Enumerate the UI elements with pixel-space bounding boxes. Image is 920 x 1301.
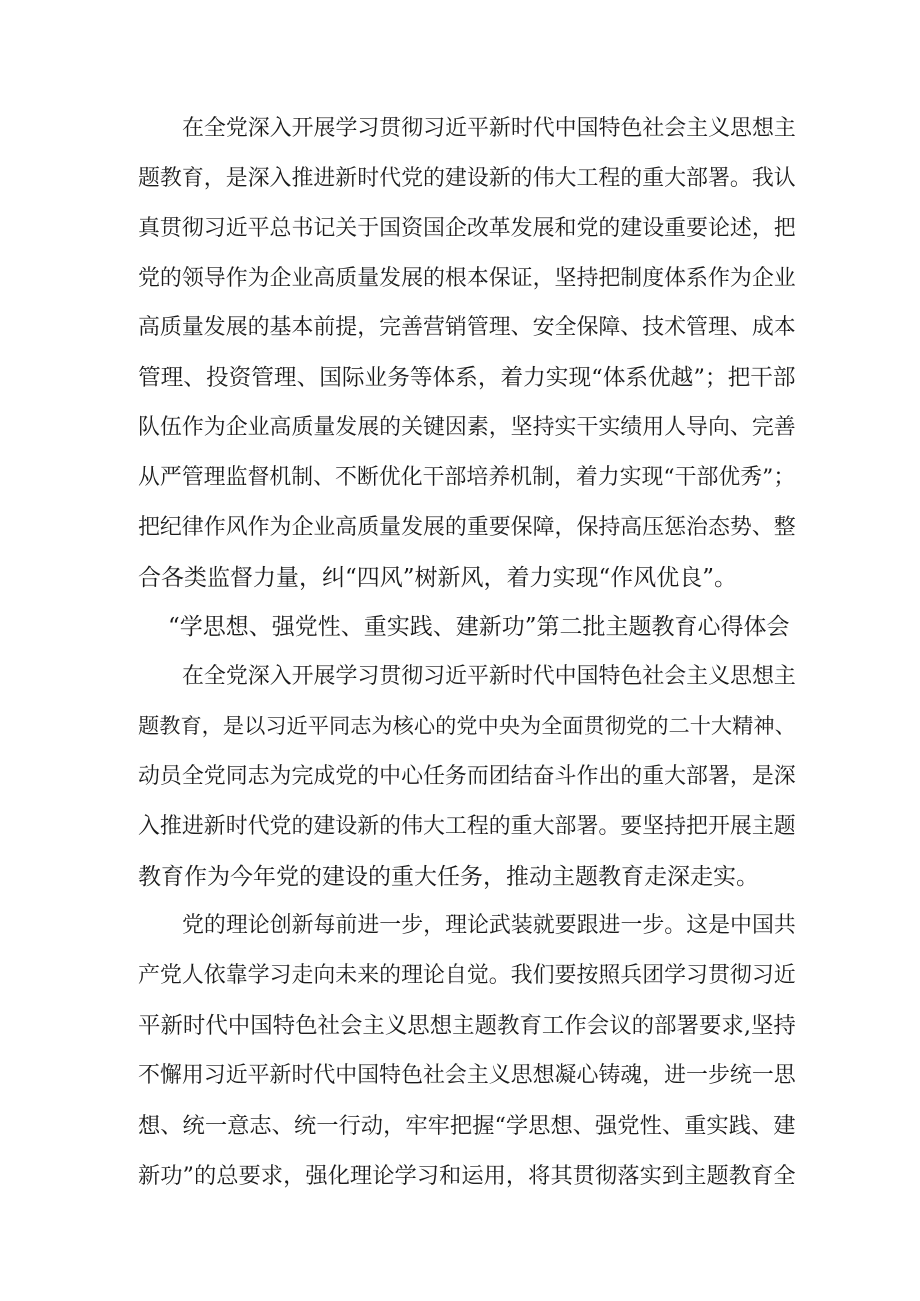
paragraph-1-line-7: 队伍作为企业高质量发展的关键因素，坚持实干实绩用人导向、完善 — [138, 415, 796, 440]
paragraph-2-line-5: 教育作为今年党的建设的重大任务，推动主题教育走深走实。 — [138, 864, 759, 890]
paragraph-2-line-3: 动员全党同志为完成党的中心任务而团结奋斗作出的重大部署，是深 — [138, 764, 796, 789]
paragraph-1-line-9: 把纪律作风作为企业高质量发展的重要保障，保持高压惩治态势、整 — [138, 515, 796, 540]
paragraph-3-line-6: 新功”的总要求，强化理论学习和运用，将其贯彻落实到主题教育全 — [138, 1163, 796, 1189]
paragraph-1-line-8: 从严管理监督机制、不断优化干部培养机制，着力实现“干部优秀”； — [138, 465, 796, 490]
paragraph-3-line-5: 想、统一意志、统一行动，牢牢把握“学思想、强党性、重实践、建 — [138, 1113, 796, 1139]
section-title: “学思想、强党性、重实践、建新功”第二批主题教育心得体会 — [168, 614, 790, 640]
paragraph-1-line-2: 题教育，是深入推进新时代党的建设新的伟大工程的重大部署。我认 — [138, 166, 796, 191]
paragraph-3-line-2: 产党人依靠学习走向未来的理论自觉。我们要按照兵团学习贯彻习近 — [138, 963, 796, 988]
paragraph-1-line-1: 在全党深入开展学习贯彻习近平新时代中国特色社会主义思想主 — [182, 116, 796, 141]
paragraph-3-line-1: 党的理论创新每前进一步，理论武装就要跟进一步。这是中国共 — [182, 913, 796, 938]
paragraph-1-line-4: 党的领导作为企业高质量发展的根本保证，坚持把制度体系作为企业 — [138, 266, 796, 291]
paragraph-3-line-3: 平新时代中国特色社会主义思想主题教育工作会议的部署要求,坚持 — [138, 1013, 796, 1039]
paragraph-1-line-6: 管理、投资管理、国际业务等体系，着力实现“体系优越”；把干部 — [138, 365, 796, 391]
paragraph-2-line-4: 入推进新时代党的建设新的伟大工程的重大部署。要坚持把开展主题 — [138, 814, 796, 839]
paragraph-2-line-1: 在全党深入开展学习贯彻习近平新时代中国特色社会主义思想主 — [182, 664, 796, 689]
paragraph-1-line-10: 合各类监督力量，纠“四风”树新风，着力实现“作风优良”。 — [138, 565, 738, 591]
paragraph-3-line-4: 不懈用习近平新时代中国特色社会主义思想凝心铸魂，进一步统一思 — [138, 1063, 796, 1088]
paragraph-1-line-5: 高质量发展的基本前提，完善营销管理、安全保障、技术管理、成本 — [138, 315, 796, 340]
paragraph-2-line-2: 题教育，是以习近平同志为核心的党中央为全面贯彻党的二十大精神、 — [138, 714, 796, 739]
paragraph-1-line-3: 真贯彻习近平总书记关于国资国企改革发展和党的建设重要论述，把 — [138, 216, 796, 241]
